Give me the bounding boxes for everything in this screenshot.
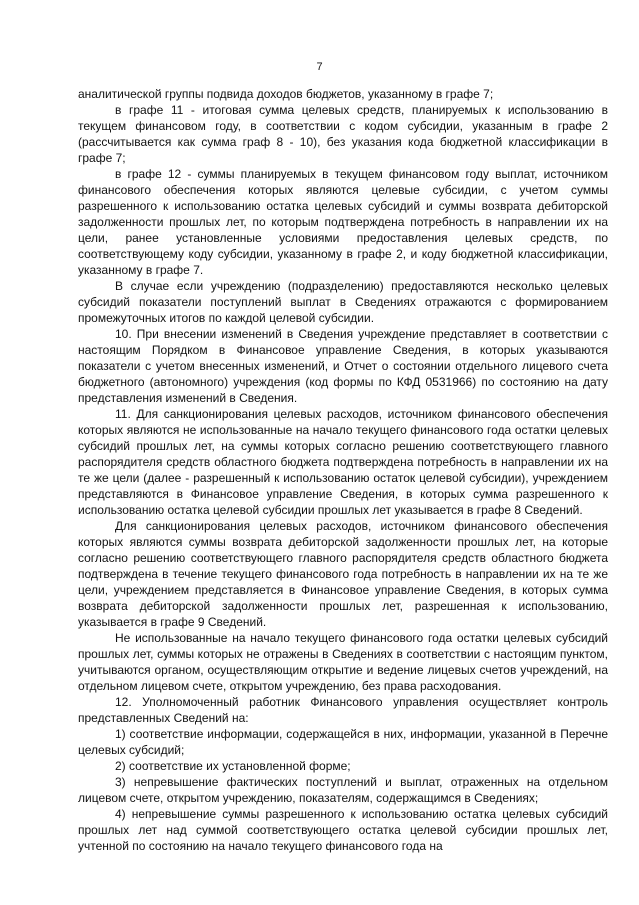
paragraph-multiple-subsidies: В случае если учреждению (подразделению) предоставляются несколько целевых субсидий показатели поступлений выплат в Сведениях отражаются с формированием промежуточных итогов по каждой целевой субсидии. xyxy=(78,279,608,325)
paragraph-item-11: 11. Для санкционирования целевых расходов, источником финансового обеспечения которых являются не использованные на начало текущего финансового года остатки целевых субсидий прошлых лет, на суммы которых согласно решению соответствующего главного распорядителя средств областного бюджета подтверждена потребность в направлении их на те же цели (далее - разрешенный к использованию остаток целевой субсидии), учреждением представляются в Финансовое управление Сведения, в которых сумма разрешенного к использованию остатка целевой субсидии прошлых лет указывается в графе 8 Сведений. xyxy=(78,407,608,517)
paragraph-continuation: аналитической группы подвида доходов бюджетов, указанному в графе 7; xyxy=(78,87,494,101)
document-body xyxy=(78,86,608,854)
paragraph-item-10: 10. При внесении изменений в Сведения учреждение представляет в соответствии с настоящим Порядком в Финансовое управление Сведения, в которых указываются показатели с учетом внесенных изменений, и Отчет о состоянии отдельного лицевого счета бюджетного (автономного) учреждения (код формы по КФД 0531966) по состоянию на дату представления изменений в Сведения. xyxy=(78,327,608,405)
list-item-2: 2) соответствие их установленной форме; xyxy=(115,759,351,773)
paragraph-unused-balances: Не использованные на начало текущего финансового года остатки целевых субсидий прошлых лет, суммы которых не отражены в Сведениях в соответствии с настоящим пунктом, учитываются органом, осуществляющим открытие и ведение лицевых счетов учреждений, на отдельном лицевом счете, открытом учреждению, без права расходования. xyxy=(78,631,608,693)
paragraph-column-12: в графе 12 - суммы планируемых в текущем финансовом году выплат, источником финансового обеспечения которых являются целевые субсидии, с учетом суммы разрешенного к использованию остатка целевых субсидий и суммы возврата дебиторской задолженности прошлых лет, по которым подтверждена потребность в направлении их на цели, ранее установленные условиями предоставления целевых средств, по соответствующему коду субсидии, указанному в графе 2, и коду бюджетной классификации, указанному в графе 7. xyxy=(78,167,608,277)
list-item-1: 1) соответствие информации, содержащейся в них, информации, указанной в Перечне целевых субсидий; xyxy=(78,727,608,757)
paragraph-column-11: в графе 11 - итоговая сумма целевых средств, планируемых к использованию в текущем финансовом году, в соответствии с кодом субсидии, указанным в графе 2 (рассчитывается как сумма граф 8 - 10), без указания кода бюджетной классификации в графе 7; xyxy=(78,103,608,165)
paragraph-item-12: 12. Уполномоченный работник Финансового управления осуществляет контроль представленных Сведений на: xyxy=(78,695,608,725)
list-item-3: 3) непревышение фактических поступлений и выплат, отраженных на отдельном лицевом счете, открытом учреждению, показателям, содержащимся в Сведениях; xyxy=(78,775,608,805)
page-number: 7 xyxy=(316,61,323,73)
list-item-4: 4) непревышение суммы разрешенного к использованию остатка целевых субсидий прошлых лет над суммой соответствующего остатка целевой субсидии прошлых лет, учтенной по состоянию на начало текущего финансового года на xyxy=(78,807,608,853)
paragraph-receivables: Для санкционирования целевых расходов, источником финансового обеспечения которых являются суммы возврата дебиторской задолженности прошлых лет, на которые согласно решению соответствующего главного распорядителя средств областного бюджета подтверждена в течение текущего финансового года потребность в направлении их на те же цели, учреждением представляется в Финансовое управление Сведения, в которых сумма возврата дебиторской задолженности прошлых лет, разрешенная к использованию, указывается в графе 9 Сведений. xyxy=(78,519,608,629)
